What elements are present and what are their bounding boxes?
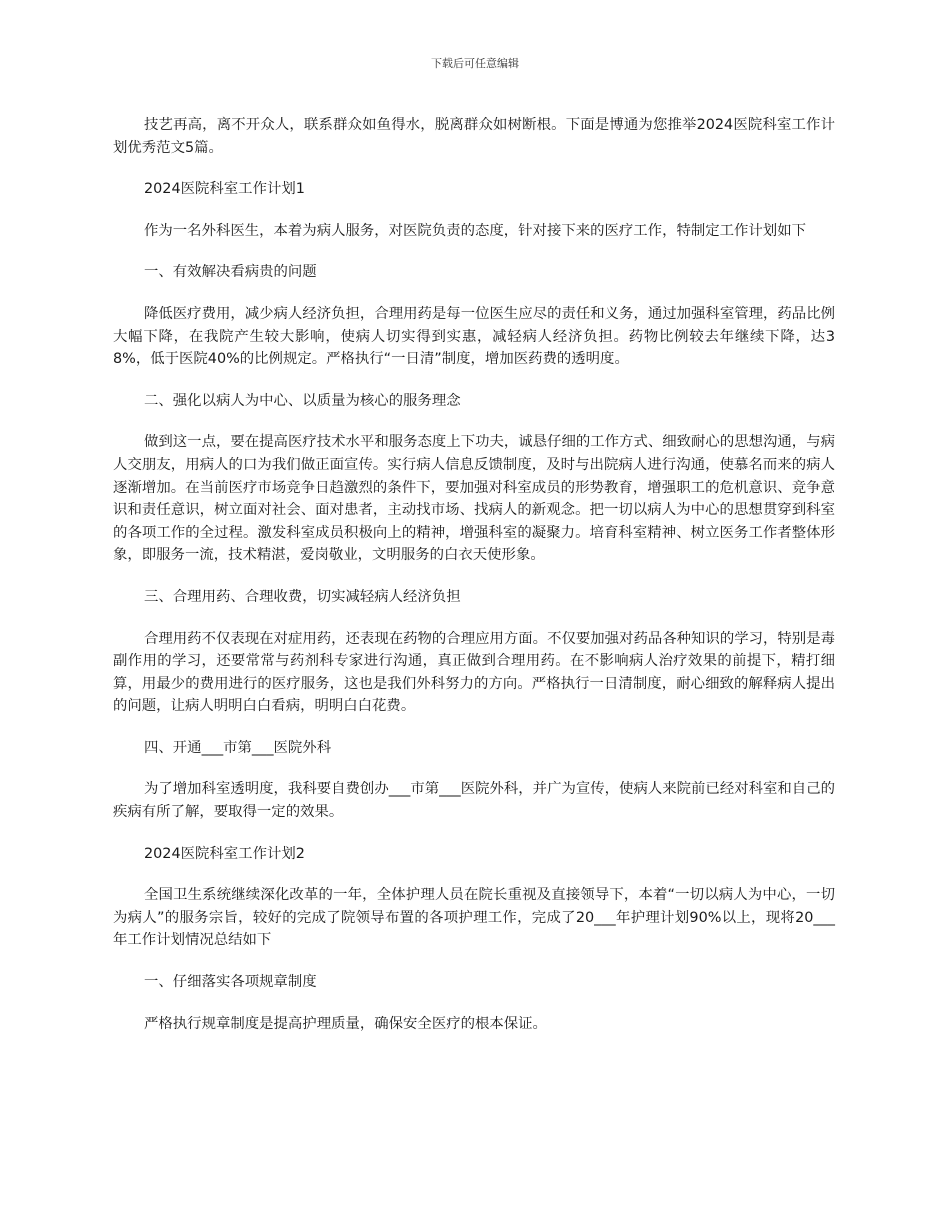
- subsection-heading: 一、有效解决看病贵的问题: [144, 264, 317, 281]
- subsection-heading: 一、仔细落实各项规章制度: [144, 974, 317, 991]
- subsection-heading: 二、强化以病人为中心、以质量为核心的服务理念: [144, 392, 461, 409]
- paragraph: 合理用药不仅表现在对症用药，还表现在药物的合理应用方面。不仅要加强对药品各种知识的学习，特别是毒副作用的学习，还要常常与药剂科专家进行沟通，真正做到合理用药。在不影响病人治疗效果的前提下，精打细算，用最少的费用进行的医疗服务，这也是我们外科努力的方向。严格执行一日清制度，耐心细致的解释病人提出的问题，让病人明明白白看病，明明白白花费。: [113, 630, 835, 715]
- paragraph: 作为一名外科医生，本着为病人服务，对医院负责的态度，针对接下来的医疗工作，特制定工作计划如下: [144, 222, 806, 239]
- subsection-heading: 三、合理用药、合理收费，切实减轻病人经济负担: [144, 588, 461, 605]
- intro-paragraph: 技艺再高，离不开众人，联系群众如鱼得水，脱离群众如树断根。下面是博通为您推举2024医院科室工作计划优秀范文5篇。: [113, 117, 835, 156]
- section-title: 2024医院科室工作计划2: [144, 845, 305, 862]
- paragraph: 做到这一点，要在提高医疗技术水平和服务态度上下功夫，诚恳仔细的工作方式、细致耐心的思想沟通，与病人交朋友，用病人的口为我们做正面宣传。实行病人信息反馈制度，及时与出院病人进行沟通，使慕名而来的病人逐渐增加。在当前医疗市场竞争日趋激烈的条件下，要加强对科室成员的形势教育，增强职工的危机意识、竞争意识和责任意识，树立面对社会、面对患者，主动找市场、找病人的新观念。把一切以病人为中心的思想贯穿到科室的各项工作的全过程。激发科室成员积极向上的精神，增强科室的凝聚力。培育科室精神、树立医务工作者整体形象，即服务一流，技术精湛，爱岗敬业，文明服务的白衣天使形象。: [113, 434, 835, 564]
- page-header: 下载后可任意编辑: [431, 57, 519, 70]
- paragraph: 降低医疗费用，减少病人经济负担，合理用药是每一位医生应尽的责任和义务，通过加强科室管理，药品比例大幅下降，在我院产生较大影响，使病人切实得到实惠，减轻病人经济负担。药物比例较去年继续下降，达38%，低于医院40%的比例规定。严格执行“一日清”制度，增加医药费的透明度。: [113, 305, 835, 368]
- subsection-heading: 四、开通___市第___医院外科: [144, 739, 332, 756]
- paragraph: 为了增加科室透明度，我科要自费创办___市第___医院外科，并广为宣传，使病人来院前已经对科室和自己的疾病有所了解，要取得一定的效果。: [113, 781, 835, 821]
- section-title: 2024医院科室工作计划1: [144, 181, 305, 198]
- paragraph: 严格执行规章制度是提高护理质量，确保安全医疗的根本保证。: [144, 1015, 547, 1032]
- document-body: [113, 114, 835, 1054]
- paragraph: 全国卫生系统继续深化改革的一年，全体护理人员在院长重视及直接领导下，本着“一切以病人为中心，一切为病人”的服务宗旨，较好的完成了院领导布置的各项护理工作，完成了20___年护理计划90%以上，现将20___年工作计划情况总结如下: [113, 887, 835, 949]
